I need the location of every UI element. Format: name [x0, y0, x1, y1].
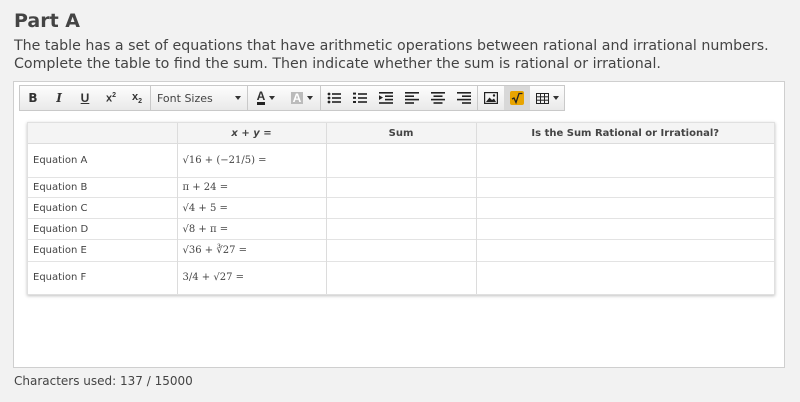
- table-row: [28, 178, 774, 198]
- header-sum: Sum: [326, 123, 476, 144]
- equation-e-expression[interactable]: √36 + ∛27 =: [177, 240, 326, 262]
- align-left-icon: [405, 92, 419, 104]
- chevron-down-icon: [269, 96, 275, 100]
- rich-text-editor[interactable]: [13, 81, 785, 368]
- align-center-icon: [431, 92, 445, 104]
- sum-cell[interactable]: [326, 219, 476, 240]
- equations-table: [27, 122, 775, 295]
- subscript-button[interactable]: [124, 86, 150, 110]
- table-icon: [536, 93, 549, 104]
- italic-button[interactable]: [46, 86, 72, 110]
- font-size-group: [151, 86, 248, 110]
- bold-icon: B: [28, 91, 38, 105]
- sum-cell[interactable]: [326, 178, 476, 198]
- align-right-button[interactable]: [451, 86, 477, 110]
- chevron-down-icon: [307, 96, 313, 100]
- rational-cell[interactable]: [476, 144, 774, 178]
- rational-cell[interactable]: [476, 219, 774, 240]
- align-center-button[interactable]: [425, 86, 451, 110]
- header-label: [28, 123, 177, 144]
- bold-button[interactable]: [20, 86, 46, 110]
- row-label: Equation B: [28, 178, 177, 198]
- font-sizes-label: Font Sizes: [157, 91, 213, 105]
- row-label: Equation F: [28, 262, 177, 294]
- table-row: [28, 198, 774, 219]
- header-rational: Is the Sum Rational or Irrational?: [476, 123, 774, 144]
- row-label: Equation E: [28, 240, 177, 262]
- table-row: [28, 262, 774, 294]
- rational-cell[interactable]: [476, 262, 774, 294]
- superscript-icon: $x^2$: [105, 91, 117, 105]
- align-left-button[interactable]: [399, 86, 425, 110]
- rational-cell[interactable]: [476, 240, 774, 262]
- highlight-color-icon: A: [292, 91, 302, 105]
- math-equation-button[interactable]: [504, 86, 530, 110]
- align-right-icon: [457, 92, 471, 104]
- equation-d-expression[interactable]: √8 + π =: [177, 219, 326, 240]
- highlight-color-button[interactable]: [284, 86, 320, 110]
- font-color-button[interactable]: [248, 86, 284, 110]
- font-sizes-dropdown[interactable]: [151, 86, 247, 110]
- font-color-icon: A: [256, 89, 266, 103]
- rational-cell[interactable]: [476, 178, 774, 198]
- sum-cell[interactable]: [326, 198, 476, 219]
- part-title: Part A: [14, 10, 81, 32]
- chevron-down-icon: [553, 96, 559, 100]
- underline-icon: U: [80, 91, 90, 105]
- italic-icon: I: [56, 91, 62, 105]
- numbered-list-icon: [353, 92, 367, 104]
- math-equation-icon: [510, 91, 524, 105]
- subscript-icon: $x_2$: [131, 90, 143, 106]
- table-row: [28, 144, 774, 178]
- color-group: [248, 86, 321, 110]
- insert-group: [478, 86, 564, 110]
- header-expression: x + y =: [177, 123, 326, 144]
- equation-c-expression[interactable]: √4 + 5 =: [177, 198, 326, 219]
- table-row: [28, 240, 774, 262]
- row-label: Equation A: [28, 144, 177, 178]
- bulleted-list-icon: [327, 92, 341, 104]
- chevron-down-icon: [235, 96, 241, 100]
- superscript-button[interactable]: [98, 86, 124, 110]
- character-count: Characters used: 137 / 15000: [14, 374, 193, 388]
- sum-cell[interactable]: [326, 262, 476, 294]
- instructions-text: The table has a set of equations that have arithmetic operations between rational and irrational numbers. Complete the table to find the sum. Then indicate whether the sum is rational or irrational.: [14, 38, 769, 72]
- underline-button[interactable]: [72, 86, 98, 110]
- row-label: Equation D: [28, 219, 177, 240]
- table-button[interactable]: [530, 86, 564, 110]
- paragraph-group: [321, 86, 478, 110]
- equation-f-expression[interactable]: 3/4 + √27 =: [177, 262, 326, 294]
- image-icon: [484, 92, 498, 104]
- text-format-group: [20, 86, 151, 110]
- bulleted-list-button[interactable]: [321, 86, 347, 110]
- indent-icon: [379, 92, 393, 104]
- table-header-row: [28, 123, 774, 144]
- row-label: Equation C: [28, 198, 177, 219]
- sum-cell[interactable]: [326, 144, 476, 178]
- image-button[interactable]: [478, 86, 504, 110]
- indent-button[interactable]: [373, 86, 399, 110]
- sum-cell[interactable]: [326, 240, 476, 262]
- numbered-list-button[interactable]: [347, 86, 373, 110]
- equation-b-expression[interactable]: π + 24 =: [177, 178, 326, 198]
- editor-toolbar: [19, 85, 565, 111]
- table-row: [28, 219, 774, 240]
- rational-cell[interactable]: [476, 198, 774, 219]
- equation-a-expression[interactable]: √16 + (−21/5) =: [177, 144, 326, 178]
